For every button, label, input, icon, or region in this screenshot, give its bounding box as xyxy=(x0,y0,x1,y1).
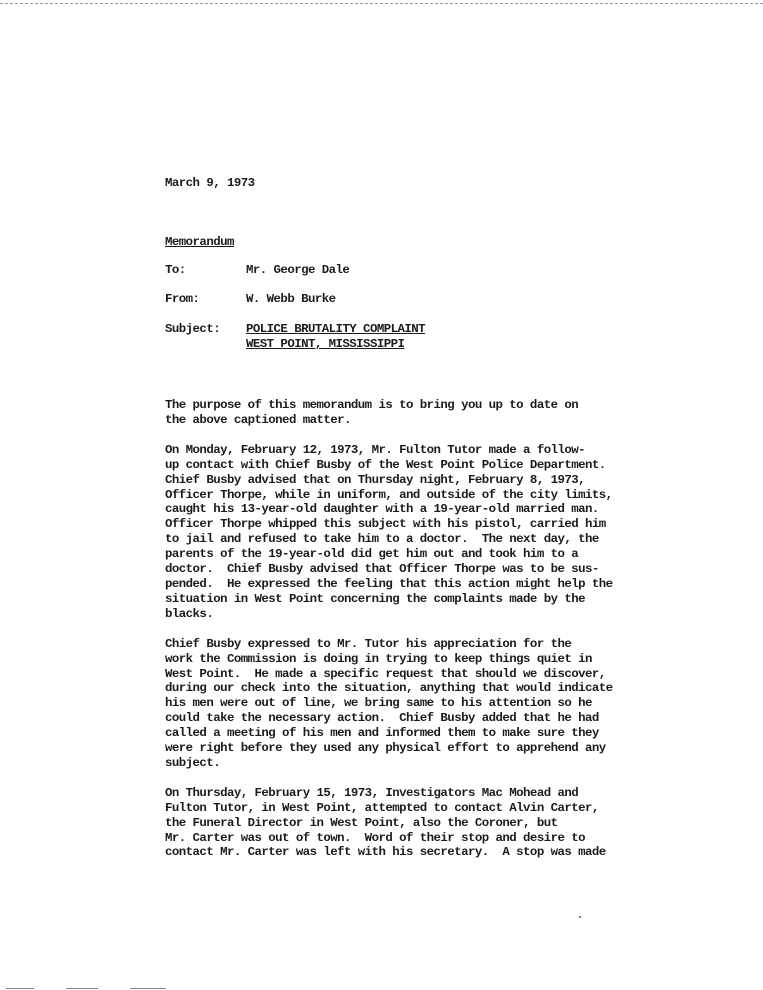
from-label: From: xyxy=(165,292,200,306)
paragraph-february-12: On Monday, February 12, 1973, Mr. Fulton Tutor made a follow- up contact with Chief Busby of the West Point Police Department. Chief Busby advised that on Thursday night, February 8, 1973, Officer Thorpe, while in uniform, and outside of the city limits, caught his 13-year-old daughter with a 19-year-old married man. Officer Thorpe whipped this subject with his pistol, carried him to jail and refused to take him to a doctor. The next day, the parents of the 19-year-old did get him out and took him to a doctor. Chief Busby advised that Officer Thorpe was to be sus- pended. He expressed the feeling that this action might help the situation in West Point concerning the complaints made by the blacks. xyxy=(165,442,613,621)
from-value: W. Webb Burke xyxy=(246,292,336,306)
paragraph-february-15: On Thursday, February 15, 1973, Investigators Mac Mohead and Fulton Tutor, in West Point, attempted to contact Alvin Carter, the Funeral Director in West Point, also the Coroner, but Mr. Carter was out of town. Word of their stop and desire to contact Mr. Carter was left with his secretary. A stop was made xyxy=(165,785,606,860)
paragraph-chief-request: Chief Busby expressed to Mr. Tutor his appreciation for the work the Commission is doing in trying to keep things quiet in West Point. He made a specific request that should we discover, during our check into the situation, anything that would indicate his men were out of line, we bring same to his attention so he could take the necessary action. Chief Busby added that he had called a meeting of his men and informed them to make sure they were right before they used any physical effort to apprehend any subject. xyxy=(165,636,613,770)
subject-field xyxy=(165,322,425,352)
paragraph-purpose: The purpose of this memorandum is to bring you up to date on the above captioned matter. xyxy=(165,398,579,427)
memo-date: March 9, 1973 xyxy=(165,176,255,190)
memo-body xyxy=(165,398,665,875)
subject-line-1: POLICE BRUTALITY COMPLAINT xyxy=(246,322,426,336)
memo-heading: Memorandum xyxy=(165,235,234,249)
scan-bottom-edge xyxy=(0,986,763,990)
to-label: To: xyxy=(165,263,186,277)
from-field xyxy=(165,292,336,307)
to-value: Mr. George Dale xyxy=(246,263,350,277)
subject-label: Subject: xyxy=(165,322,221,336)
subject-value xyxy=(246,322,425,352)
subject-line-2: WEST POINT, MISSISSIPPI xyxy=(246,336,405,351)
scan-top-edge xyxy=(0,3,763,4)
to-field xyxy=(165,263,349,278)
scan-speck xyxy=(579,916,581,918)
